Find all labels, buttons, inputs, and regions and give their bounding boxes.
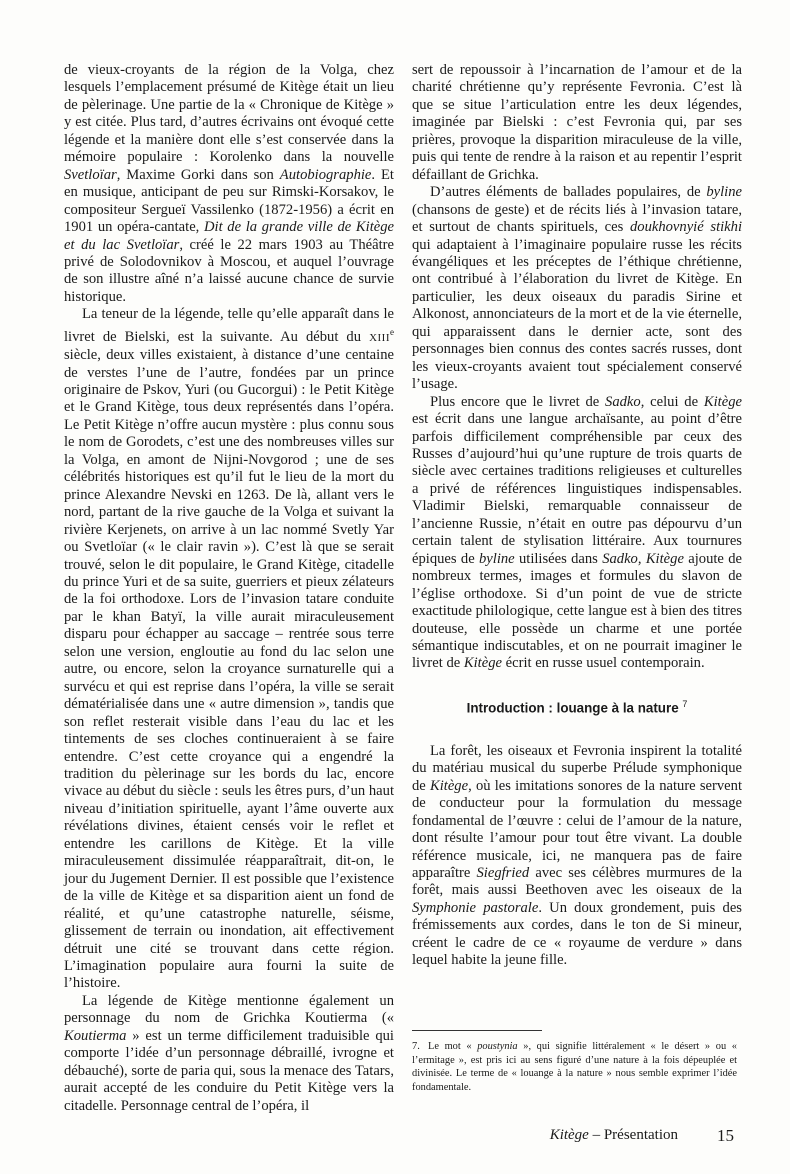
paragraph <box>64 62 394 306</box>
italic-text: doukhovnyié stikhi <box>629 219 743 236</box>
italic-text: Dit de la grande ville de Kitège et du lac Svetloïar <box>64 219 395 253</box>
text-run: utilisées dans <box>514 550 603 567</box>
text-run: de vieux-croyants de la région de la Volga, chez lesquels l’emplacement présumé de Kitège était un lieu de pèlerinage. Une partie de la « Chronique de Kitège » y est citée. Plus tard, d’autres écrivains ont évoqué cette légende et la manière dont elle s’est conservée dans la mémoire populaire : Korolenko dans la nouvelle <box>64 62 394 166</box>
italic-text: Svetloïar <box>64 166 117 183</box>
right-column-top-text <box>412 62 742 673</box>
italic-text: Kitège <box>645 550 684 567</box>
text-run: écrit en russe usuel contemporain. <box>501 655 705 672</box>
paragraph <box>412 62 742 184</box>
footnote-number: 7. <box>412 1041 420 1052</box>
section-heading: Introduction : louange à la nature $^7$ <box>466 698 688 716</box>
text-run: avec ses célèbres murmures de la forêt, mais aussi Beethoven avec les oiseaux de la <box>412 864 742 899</box>
italic-text: byline <box>706 184 742 201</box>
italic-text: Koutierma <box>64 1027 127 1044</box>
italic-text: byline <box>478 550 515 567</box>
right-column <box>412 62 742 970</box>
italic-text: poustynia <box>477 1041 518 1052</box>
text-run: siècle, deux villes existaient, à distance d’une centaine de verstes l’une de l’autre, fondées par un prince originaire de Pskov, Yuri (ou Gucorgui) : le Petit Kitège et le Grand Kitège, tous deux représentés dans l’opéra. Le Petit Kitège n’offre aucun mystère : plus connu sous le nom de Gorodets, c’est une des nombreuses villes sur la Volga, en amont de Nijni-Novgorod ; une de ses célébrités historiques est qu’il fut le lieu de la mort du prince Alexandre Nevski en 1263. De là, allant vers le nord, partant de la rive gauche de la Volga et suivant la rivière Kerjenets, on arrive à un lac nommé Svetly Yar ou Svetloïar (« le clair ravin »). C’est là que se serait trouvé, selon le dit populaire, le Grand Kitège, citadelle du prince Yuri et de sa suite, guerriers et pieux zélateurs de la foi orthodoxe. Lors de l’invasion tatare conduite par le khan Batyï, la ville aurait miraculeusement disparu pour échapper au saccage – rentrée sous terre selon une version, engloutie au fond du lac selon une autre, ou encore, selon la croyance surnaturelle qui a survécu et qui est reprise dans l’opéra, la ville se serait dématérialisée dans une « autre dimension », tandis que son reflet resterait visible dans l’eau du lac et les tintements de ses cloches continueraient à se faire entendre. C’est cette croyance qui a engendré la tradition du pèlerinage sur les bords du lac, encore vivace au début du siècle : seuls les êtres purs, d’un haut niveau d’initiation spirituelle, ayant l’âme ouverte aux révélations divines, étaient censés voir le reflet et entendre les carillons de Kitège. Et la ville miraculeusement dissimulée réapparaîtrait, dit-on, le jour du Jugement Dernier. Il est possible que l’existence de la ville de Kitège et sa disparition aient un fond de réalité, et qu’une catastrophe naturelle, séisme, glissement de terrain ou inondation, ait effectivement détruit une cité se trouvant dans cette région. L’imagination populaire aura fourni la suite de l’histoire. <box>64 347 394 992</box>
right-column-bottom-text <box>412 743 742 970</box>
paragraph <box>412 394 742 673</box>
text-run: , celui de <box>640 393 704 410</box>
italic-text: Kitège <box>463 655 502 672</box>
text-run: est écrit dans une langue archaïsante, au point d’être parfois difficilement compréhensible par ceux des Russes d’aujourd’hui qu’une rupture de trois quarts de siècle avec certaines traditions religieuses et culturelles a privé de références linguistiques indispensables. Vladimir Bielski, remarquable connaisseur de l’ancienne Russie, n’était en outre pas dépourvu d’un certain talent de stylisation littéraire. Aux tournures épiques de <box>412 411 742 567</box>
text-run: qui adaptaient à l’imaginaire populaire russe les récits évangéliques et les préceptes de l’éthique chrétienne, ont contribué à l’élaboration du livret de Kitège. En particulier, les deux oiseaux du paradis Sirine et Alkonost, annonciateurs de la mort et de la vie éternelle, qui apparaissent dans le dernier acte, sont des personnages bien connus des contes sacrés russes, dont les vieux-croyants avaient tout spécialement conservé l’usage. <box>412 236 742 393</box>
text-run: sert de repoussoir à l’incarnation de l’amour et de la charité chrétienne qu’y représente Fevronia. C’est là que se situe l’articulation entre les deux légendes, imaginée par Bielski : c’est Fevronia qui, par ses prières, provoque la disparition miraculeuse de la ville, puis qui tente de rendre à la raison et au repentir l’esprit défaillant de Grichka. <box>412 62 742 183</box>
text-run: , <box>637 550 646 567</box>
text-run: e <box>390 326 394 337</box>
left-column <box>64 62 394 1115</box>
footnote <box>412 1040 737 1094</box>
text-run: » est un terme difficilement traduisible qui comporte l’idée d’un personnage débraillé, ivrogne et débauché), sorte de paria qui, sous la menace des Tatars, aurait accepté de les conduire du Petit Kitège vers la citadelle. Personnage central de l’opéra, il <box>64 1027 394 1114</box>
text-run: . Et en musique, anticipant de peu sur Rimski-Korsakov, le compositeur Sergueï Vassilenko (1872-1956) a écrit en 1901 un opéra-cantate, <box>64 166 394 236</box>
paragraph <box>64 306 394 993</box>
text-run: XIII <box>369 331 390 344</box>
italic-text: Sadko <box>602 550 638 567</box>
paragraph <box>412 743 742 970</box>
text-run: D’autres éléments de ballades populaires, de <box>430 184 707 201</box>
text-run: ajoute de nombreux termes, images et formules du slavon de l’église orthodoxe. Si d’un point de vue de stricte exactitude philologique, cette langue est à bien des titres douteuse, elle possède un charme et une portée sémantique indiscutables, et on ne pourrait imaginer le livret de <box>412 550 742 672</box>
italic-text: Kitège <box>429 777 469 794</box>
text-run: Le mot « <box>428 1041 478 1052</box>
text-run: », qui signifie littéralement « le désert » ou « l’ermitage », est pris ici au sens figuré d’une nature à la fois dépeuplée et divinisée. Le terme de « louange à la nature » nous semble exprimer l’idée fondamentale. <box>412 1041 737 1093</box>
text-run: (chansons de geste) et de récits liés à l’invasion tatare, et surtout de chants spirituels, ces <box>412 201 742 236</box>
text-run: La légende de Kitège mentionne également un personnage du nom de Grichka Koutierma (« <box>64 992 394 1027</box>
italic-text: Sadko <box>605 393 641 410</box>
text-run: Plus encore que le livret de <box>430 393 606 410</box>
italic-text: Symphonie pastorale <box>412 899 539 916</box>
running-footer-title: Kitège – Présentation <box>549 1127 678 1143</box>
footnote-divider <box>412 1030 542 1031</box>
italic-text: Siegfried <box>476 864 530 881</box>
text-run: , créé le 22 mars 1903 au Théâtre privé de Solodovnikov à Moscou, et auquel l’ouvrage de son illustre aîné n’a laissé aucune chance de survie historique. <box>64 236 394 305</box>
page-number: 15 <box>717 1126 734 1145</box>
italic-text: Kitège <box>703 393 742 410</box>
paragraph <box>64 993 394 1115</box>
paragraph <box>412 184 742 393</box>
footnote-reference[interactable]: 7 <box>682 698 688 709</box>
italic-text: Autobiographie <box>279 166 372 183</box>
footnote-text <box>412 1041 737 1093</box>
text-run: , Maxime Gorki dans son <box>116 166 280 183</box>
text-run: La teneur de la légende, telle qu’elle apparaît dans le livret de Bielski, est la suivante. Au début du <box>64 306 394 345</box>
page-footer <box>0 1127 790 1149</box>
text-run: La forêt, les oiseaux et Fevronia inspirent la totalité du matériau musical du superbe Prélude symphonique de <box>412 742 742 794</box>
text-run: , où les imitations sonores de la nature servent de conducteur pour la formulation du message fondamental de l’œuvre : celui de l’amour de la nature, dont résulte l’amour pour tout être vivant. La double référence musicale, ici, ne manquera pas de faire apparaître <box>412 777 742 881</box>
text-run: . Un doux grondement, puis des frémissements aux cordes, dans le ton de Si mineur, créent le cadre de ce « royaume de verdure » dans lequel habite la jeune fille. <box>412 899 742 969</box>
